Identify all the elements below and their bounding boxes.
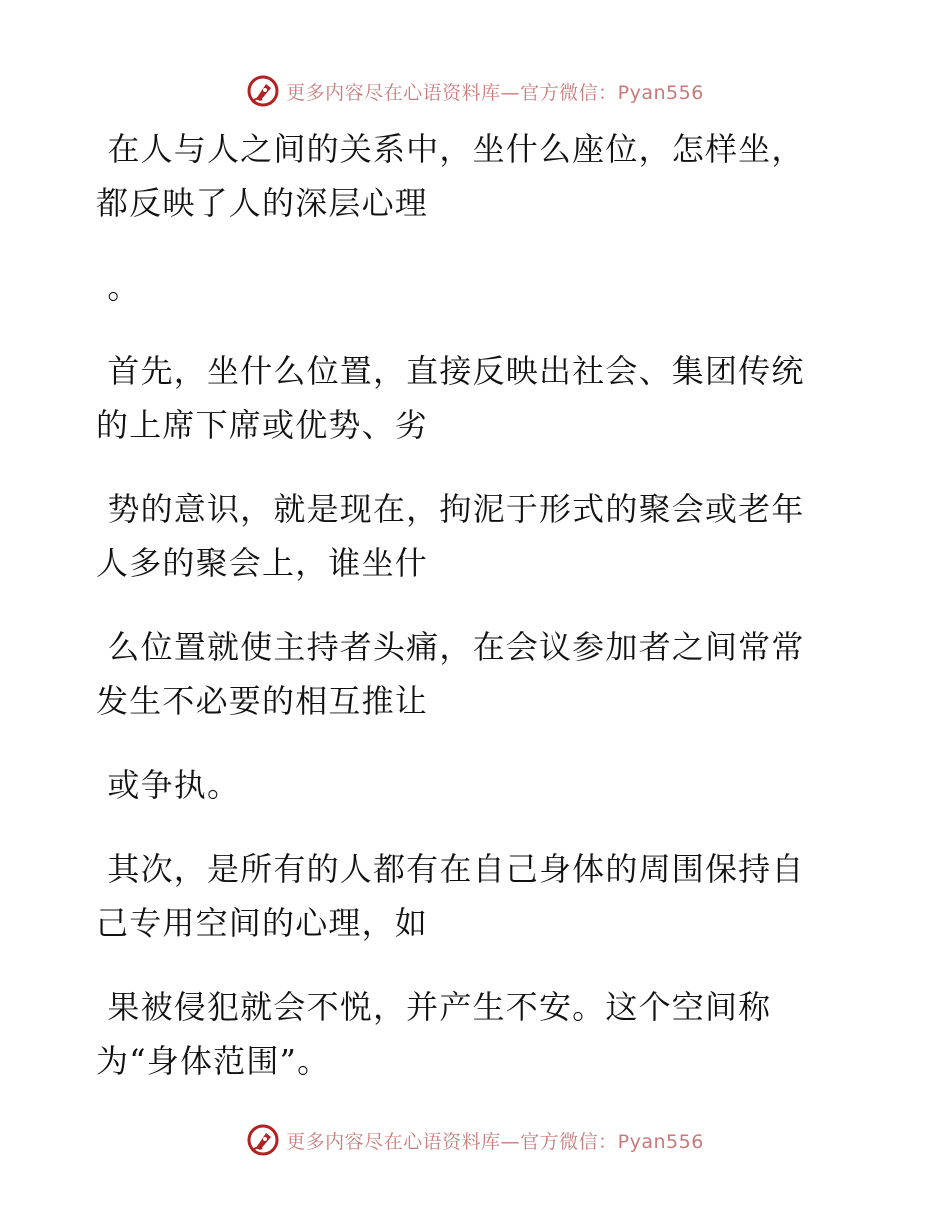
paragraph-5: 么位置就使主持者头痛，在会议参加者之间常常 发生不必要的相互推让	[96, 628, 805, 720]
paragraph-1: 在人与人之间的关系中，坐什么座位，怎样坐， 都反映了人的深层心理	[96, 130, 805, 222]
header-banner-text: 更多内容尽在心语资料库—官方微信：Pyan556	[286, 81, 704, 104]
footer-banner	[0, 1120, 950, 1160]
document-body	[96, 122, 836, 1088]
paragraph-2: 。	[96, 268, 141, 306]
pen-nib-logo-icon	[246, 1123, 280, 1157]
paragraph-3: 首先，坐什么位置，直接反映出社会、集团传统 的上席下席或优势、劣	[96, 352, 805, 444]
pen-nib-logo-icon	[246, 74, 280, 108]
paragraph-7: 其次，是所有的人都有在自己身体的周围保持自 己专用空间的心理，如	[96, 850, 805, 942]
header-banner	[0, 71, 950, 111]
paragraph-8: 果被侵犯就会不悦，并产生不安。这个空间称 为“身体范围”。	[96, 988, 772, 1080]
paragraph-4: 势的意识，就是现在，拘泥于形式的聚会或老年 人多的聚会上，谁坐什	[96, 490, 805, 582]
footer-banner-text: 更多内容尽在心语资料库—官方微信：Pyan556	[286, 1130, 704, 1153]
paragraph-6: 或争执。	[96, 766, 241, 804]
